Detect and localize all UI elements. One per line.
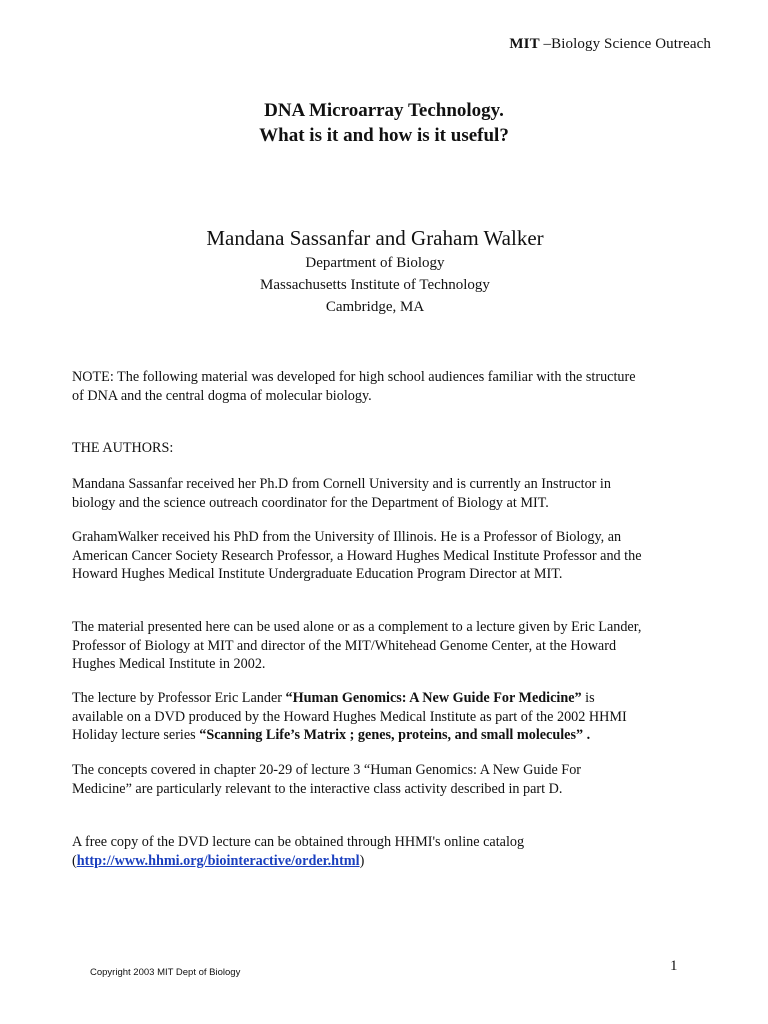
- header-rest: –Biology Science Outreach: [539, 36, 711, 52]
- dvd-line-2: [72, 852, 692, 871]
- dvd-paragraph: [72, 833, 692, 870]
- lecture-series-prefix: Holiday lecture series: [72, 727, 200, 743]
- author-names: Mandana Sassanfar and Graham Walker: [206, 226, 544, 250]
- mandana-bio-line-1: Mandana Sassanfar received her Ph.D from Cornell University and is currently an Instructor in: [72, 476, 611, 492]
- author-department: Department of Biology: [305, 255, 445, 271]
- note-line-2: of DNA and the central dogma of molecular biology.: [72, 387, 372, 404]
- authors-heading: THE AUTHORS:: [72, 440, 174, 456]
- footer-copyright: Copyright 2003 MIT Dept of Biology: [90, 967, 241, 978]
- material-paragraph: [72, 618, 692, 674]
- note-line-1: NOTE: The following material was developed for high school audiences familiar with the structure: [72, 369, 636, 385]
- note-paragraph: [72, 368, 692, 405]
- open-paren: (: [72, 852, 77, 869]
- page-number: 1: [670, 958, 678, 974]
- lecture-line-3: [72, 726, 692, 745]
- material-line-2: Professor of Biology at MIT and director of the MIT/Whitehead Genome Center, at the Howard: [72, 637, 617, 654]
- running-header: [509, 36, 711, 53]
- lecture-paragraph: [72, 689, 692, 745]
- mandana-bio-paragraph: [72, 475, 692, 512]
- graham-bio-line-3: Howard Hughes Medical Institute Undergraduate Education Program Director at MIT.: [72, 566, 563, 582]
- lecture-suffix: is: [581, 690, 595, 706]
- graham-bio-line-2: American Cancer Society Research Professor, a Howard Hughes Medical Institute Professor and the: [72, 547, 642, 564]
- lecture-prefix: The lecture by Professor Eric Lander: [72, 690, 286, 706]
- close-paren: ): [359, 852, 365, 869]
- lecture-title: “Human Genomics: A New Guide For Medicine”: [285, 690, 582, 706]
- lecture-line-1: [72, 689, 692, 708]
- lecture-line-2: available on a DVD produced by the Howard Hughes Medical Institute as part of the 2002 HHMI: [72, 708, 627, 725]
- mandana-bio-line-2: biology and the science outreach coordinator for the Department of Biology at MIT.: [72, 494, 549, 511]
- header-org: MIT: [509, 36, 540, 52]
- document-title: [0, 98, 768, 148]
- concepts-line-1: The concepts covered in chapter 20-29 of lecture 3 “Human Genomics: A New Guide For: [72, 762, 582, 778]
- author-location: Cambridge, MA: [325, 299, 425, 315]
- title-line-2: What is it and how is it useful?: [259, 125, 509, 146]
- dvd-line-1: A free copy of the DVD lecture can be obtained through HHMI's online catalog: [72, 834, 525, 850]
- concepts-line-2: Medicine” are particularly relevant to the interactive class activity described in part D.: [72, 780, 563, 797]
- lecture-series-title: “Scanning Life’s Matrix ; genes, proteins, and small molecules” .: [199, 727, 591, 743]
- material-line-3: Hughes Medical Institute in 2002.: [72, 656, 266, 672]
- author-block: [0, 224, 750, 318]
- concepts-paragraph: [72, 761, 692, 798]
- graham-bio-line-1: GrahamWalker received his PhD from the University of Illinois. He is a Professor of Biology, an: [72, 529, 622, 545]
- title-line-1: DNA Microarray Technology.: [264, 100, 504, 121]
- author-institution: Massachusetts Institute of Technology: [260, 277, 490, 293]
- graham-bio-paragraph: [72, 528, 692, 584]
- hhmi-order-link[interactable]: http://www.hhmi.org/biointeractive/order.html: [76, 852, 360, 869]
- material-line-1: The material presented here can be used alone or as a complement to a lecture given by Eric Lander,: [72, 619, 642, 635]
